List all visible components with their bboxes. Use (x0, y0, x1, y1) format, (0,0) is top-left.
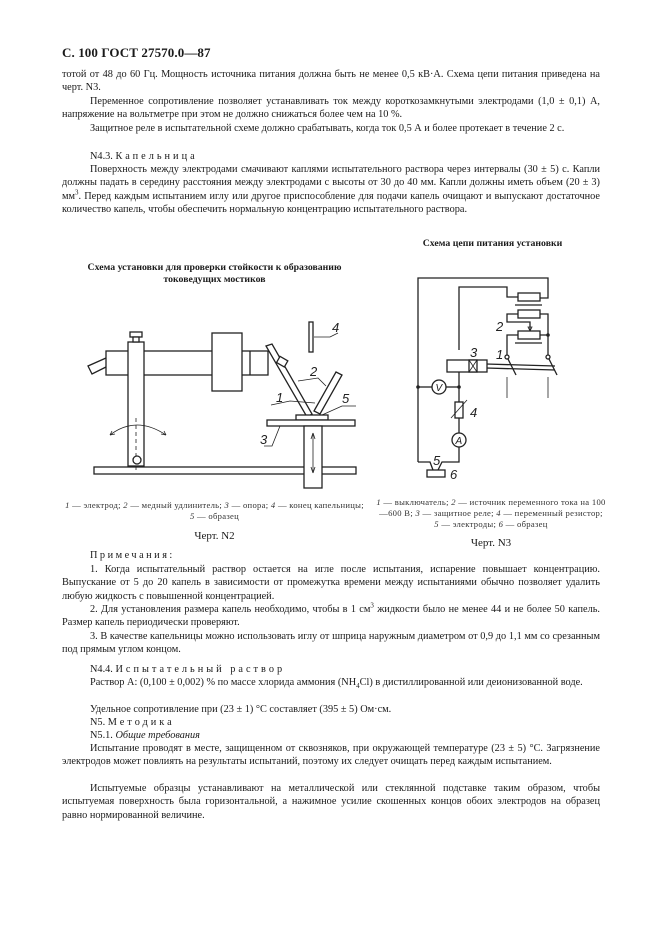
legend-item: 4 — конец капельницы; (270, 500, 364, 510)
superscript: 3 (370, 601, 374, 610)
callout-3: 3 (470, 345, 478, 360)
figure-n3-title: Схема цепи питания установки (422, 238, 563, 249)
callout-4: 4 (470, 405, 478, 420)
note-3: 3. В качестве капельницы можно использовать иглу от шприца наружным диаметром от 0,9 до 1,1 мм со срезанным под прямым углом концом. (62, 631, 600, 656)
legend-item: 6 — образец (498, 519, 548, 529)
clamp-screw-stem (133, 337, 139, 342)
text-run: 2. Для установления размера капель необходимо, чтобы в 1 см (90, 604, 371, 615)
section-n5-paragraph-2: Испытуемые образцы устанавливают на металлической или стеклянной подставке таким образом, чтобы испытуемая поверхность была горизонтальной, а нажимное усилие скошенных концов обоих электродов на образец равно нормированной величине. (62, 783, 600, 821)
text-run: Cl) в дистиллированной или деионизованной воде. (359, 677, 583, 688)
legend-item: 3 — защитное реле; (415, 508, 497, 518)
callout-3: 3 (260, 432, 268, 447)
legend-item: 2 — медный удлинитель; (123, 500, 225, 510)
page-header: С. 100 ГОСТ 27570.0—87 (62, 45, 211, 60)
callout-6: 6 (450, 467, 458, 482)
source-winding-bottom (518, 331, 540, 339)
subsection-heading-n51 (62, 729, 600, 742)
legend-item: 1 — выключатель; (376, 497, 452, 507)
pivot (133, 456, 141, 464)
section-heading-n43 (62, 150, 600, 163)
intro-paragraph-1: тотой от 48 до 60 Гц. Мощность источника питания должна быть не менее 0,5 кВ·А. Схема цепи питания приведена на черт. N3. (62, 69, 600, 94)
callout-1: 1 (276, 390, 284, 405)
callout-5: 5 (342, 391, 350, 406)
protective-relay (447, 360, 487, 372)
support-table (267, 420, 355, 426)
variable-resistor (455, 402, 463, 418)
callout-5: 5 (433, 453, 441, 468)
callout-2: 2 (310, 364, 318, 379)
figure-n2-label: Черт. N2 (194, 530, 235, 542)
voltmeter-label: V (435, 383, 443, 394)
figure-n3-legend (376, 497, 606, 530)
superscript: 3 (75, 188, 79, 197)
figure-n3-circuit-diagram (390, 260, 590, 500)
legend-item: 4 — переменный резистор; (496, 508, 603, 518)
legend-item: 5 — электроды; (434, 519, 499, 529)
legend-item: 5 — образец (189, 511, 240, 521)
subsection-number: N5.1. (90, 730, 113, 741)
section-number: N5. (90, 717, 106, 728)
callout-1: 1 (496, 347, 504, 362)
text-run: Раствор А: (0,100 ± 0,002) % по массе хлорида аммония (NH (90, 677, 357, 688)
text-run: . Перед каждым испытанием иглу или другое приспособление для подачи капель очищают и выпускают достаточное количество капель, чтобы обеспечить нормальную концентрацию испытательного раствора. (62, 190, 600, 216)
figure-n3-label: Черт. N3 (470, 537, 512, 549)
text-run: жидкости было не менее 44 и не более 50 капель. Размер капель периодически проверяют. (62, 604, 601, 629)
legend-item: 2 — источник переменного тока на 100—600 В; (379, 497, 606, 518)
section-n43-paragraph (62, 163, 600, 217)
note-2 (62, 603, 600, 630)
switch-contact-left (505, 355, 509, 359)
callout-2: 2 (496, 319, 504, 334)
callout-4: 4 (332, 320, 340, 335)
switch-contact-right (546, 355, 550, 359)
specimen (427, 470, 445, 477)
legend-item: 1 — электрод; (65, 500, 124, 510)
dropper-end (309, 322, 313, 352)
section-number: N4.4. (90, 664, 113, 675)
counterweight (212, 333, 242, 391)
section-number: N4.3. (90, 151, 113, 162)
figure-n2-legend (62, 500, 367, 522)
section-title: Испытательный раствор (115, 664, 286, 675)
wire-inner (459, 287, 518, 350)
electrode-1 (266, 344, 312, 417)
section-title: Капельница (115, 151, 198, 162)
switch-linkage (486, 364, 555, 366)
section-heading-n5 (62, 716, 600, 729)
section-n44-paragraph-1 (62, 676, 600, 689)
section-n5-paragraph-1: Испытание проводят в месте, защищенном от сквозняков, при окружающей температуре (23 ± 5) °С. Загрязнение электродов может повлиять на результаты испытаний, поэтому их следует очищать перед каждым испытанием. (62, 743, 600, 768)
specimen (296, 415, 328, 420)
figure-n2-apparatus-diagram (80, 290, 370, 490)
text-run: Поверхность между электродами смачивают каплями испытательного раствора через интервалы (30 ± 5) с. Капли должны падать в середину расстояния между электродами с высоты от 30 до 40 мм. Капли должны иметь объем (20 ± 3) мм (62, 164, 600, 202)
legend-item: 3 — опора; (224, 500, 271, 510)
subscript: 4 (356, 682, 360, 691)
ammeter-label: A (455, 436, 463, 447)
section-title: Методика (107, 717, 175, 728)
intro-paragraph-2: Переменное сопротивление позволяет устанавливать ток между короткозамкнутыми электродами (1,0 ± 0,1) А, напряжение на вольтметре при этом не должно снижаться более чем на 10 %. (62, 96, 600, 121)
switch-blade-left (508, 359, 516, 375)
figure-n2-title: Схема установки для проверки стойкости к образованию токоведущих мостиков (87, 262, 342, 285)
clamp-screw (130, 332, 142, 337)
cable (88, 358, 108, 374)
intro-paragraph-3: Защитное реле в испытательной схеме должно срабатывать, когда ток 0,5 А и более протекает в течение 2 с. (90, 123, 565, 134)
notes-title: Примечания: (90, 550, 175, 561)
note-1: 1. Когда испытательный раствор остается на игле после испытания, испарение повышает концентрацию. Выпускание от 5 до 20 капель в зависимости от промежутка времени между испытаниями обычно позволяет удалить любую жидкость с повышенной концентрацией. (62, 564, 600, 602)
source-winding-mid (518, 310, 540, 318)
switch-blade-right (549, 359, 557, 375)
section-n44-paragraph-2: Удельное сопротивление при (23 ± 1) °С составляет (395 ± 5) Ом·см. (90, 704, 392, 715)
subsection-title: Общие требования (115, 730, 200, 741)
source-winding-top (518, 293, 540, 301)
section-heading-n44 (62, 663, 600, 676)
